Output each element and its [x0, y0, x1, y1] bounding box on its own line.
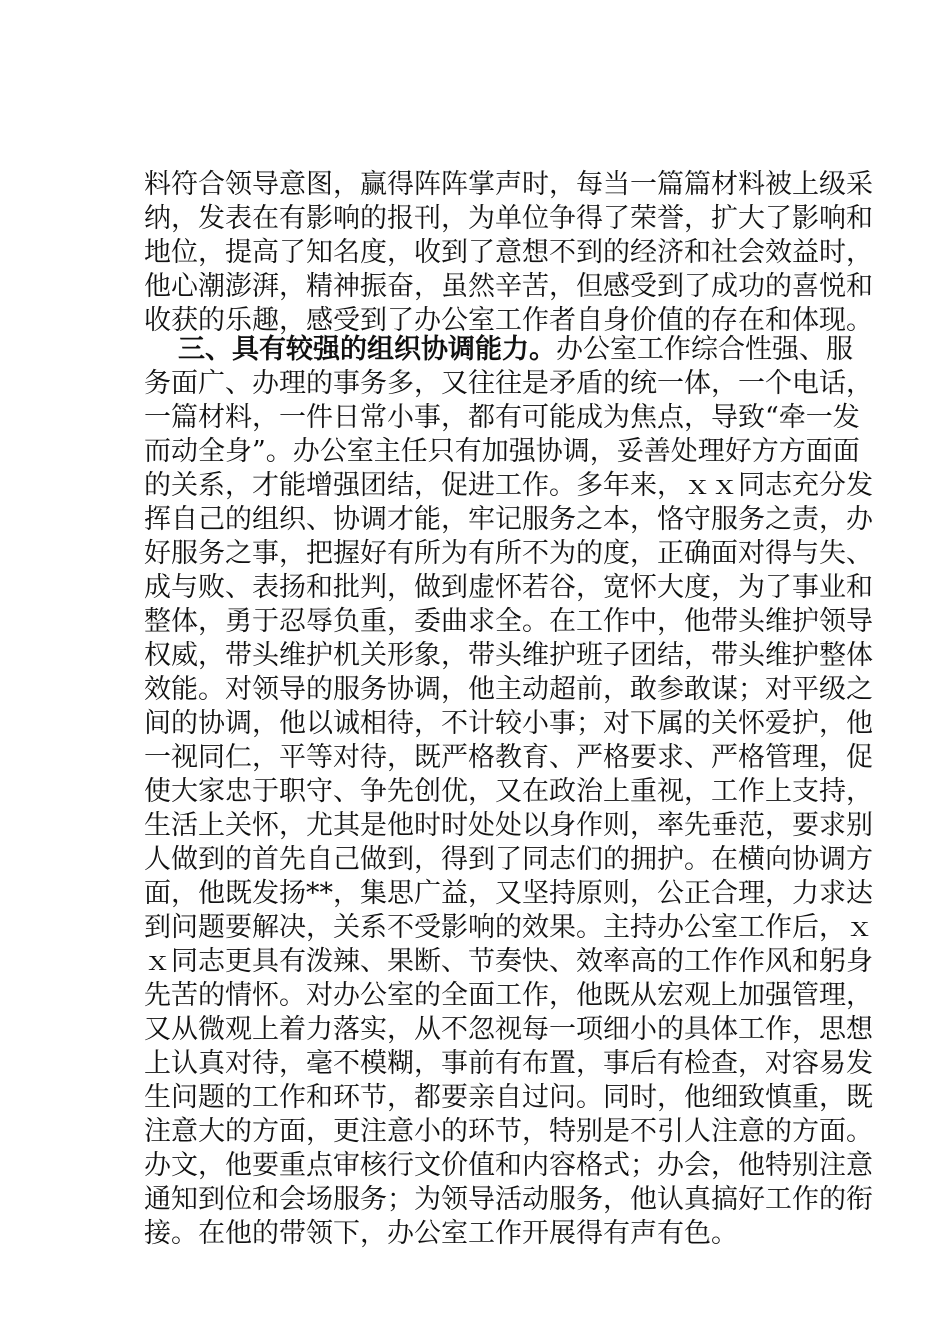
text-run: 办公室工作综合性强、服: [556, 334, 853, 365]
text-line: 务面广、办理的事务多，又往往是矛盾的统一体，一个电话，: [144, 368, 873, 399]
text-line: 人做到的首先自己做到，得到了同志们的拥护。在横向协调方: [144, 844, 873, 875]
section-heading: 三、具有较强的组织协调能力。: [178, 334, 556, 365]
text-line: 成与败、表扬和批判，做到虚怀若谷，宽怀大度，为了事业和: [144, 572, 873, 603]
text-line: 权威，带头维护机关形象，带头维护班子团结，带头维护整体: [144, 640, 873, 671]
text-line: 纳，发表在有影响的报刊，为单位争得了荣誉，扩大了影响和: [144, 203, 873, 234]
paragraph-first-line: [178, 333, 853, 367]
text-line: 通知到位和会场服务；为领导活动服务，他认真搞好工作的衔: [144, 1184, 873, 1215]
text-line: 挥自己的组织、协调才能，牢记服务之本，恪守服务之责，办: [144, 504, 873, 535]
text-line: 生问题的工作和环节，都要亲自过问。同时，他细致慎重，既: [144, 1082, 873, 1113]
text-line: 他心潮澎湃，精神振奋，虽然辛苦，但感受到了成功的喜悦和: [144, 271, 873, 302]
text-line: 收获的乐趣，感受到了办公室工作者自身价值的存在和体现。: [144, 305, 873, 336]
text-line: 整体，勇于忍辱负重，委曲求全。在工作中，他带头维护领导: [144, 606, 873, 637]
text-line: 而动全身”。办公室主任只有加强协调，妥善处理好方方面面: [144, 436, 860, 467]
text-line: 上认真对待，毫不模糊，事前有布置，事后有检查，对容易发: [144, 1048, 873, 1079]
text-line: 到问题要解决，关系不受影响的效果。主持办公室工作后，ｘ: [144, 912, 873, 943]
text-line: 面，他既发扬**，集思广益，又坚持原则，公正合理，力求达: [144, 878, 873, 909]
text-line: 一篇材料，一件日常小事，都有可能成为焦点，导致“牵一发: [144, 402, 860, 433]
text-line: 先苦的情怀。对办公室的全面工作，他既从宏观上加强管理，: [144, 980, 873, 1011]
text-line: 好服务之事，把握好有所为有所不为的度，正确面对得与失、: [144, 538, 873, 569]
text-line: 使大家忠于职守、争先创优，又在政治上重视，工作上支持，: [144, 776, 873, 807]
text-line: 生活上关怀，尤其是他时时处处以身作则，率先垂范，要求别: [144, 810, 873, 841]
text-line: 料符合领导意图，赢得阵阵掌声时，每当一篇篇材料被上级采: [144, 169, 873, 200]
text-line: 地位，提高了知名度，收到了意想不到的经济和社会效益时，: [144, 237, 873, 268]
text-line: 又从微观上着力落实，从不忽视每一项细小的具体工作，思想: [144, 1014, 873, 1045]
text-line: 效能。对领导的服务协调，他主动超前，敢参敢谋；对平级之: [144, 674, 873, 705]
text-line: 间的协调，他以诚相待，不计较小事；对下属的关怀爱护，他: [144, 708, 873, 739]
text-line: 接。在他的带领下，办公室工作开展得有声有色。: [144, 1218, 738, 1249]
text-line: 注意大的方面，更注意小的环节，特别是不引人注意的方面。: [144, 1116, 873, 1147]
text-line: 一视同仁，平等对待，既严格教育、严格要求、严格管理，促: [144, 742, 873, 773]
text-line: 办文，他要重点审核行文价值和内容格式；办会，他特别注意: [144, 1150, 873, 1181]
text-line: 的关系，才能增强团结，促进工作。多年来，ｘｘ同志充分发: [144, 470, 873, 501]
text-line: ｘ同志更具有泼辣、果断、节奏快、效率高的工作作风和躬身: [144, 946, 873, 977]
